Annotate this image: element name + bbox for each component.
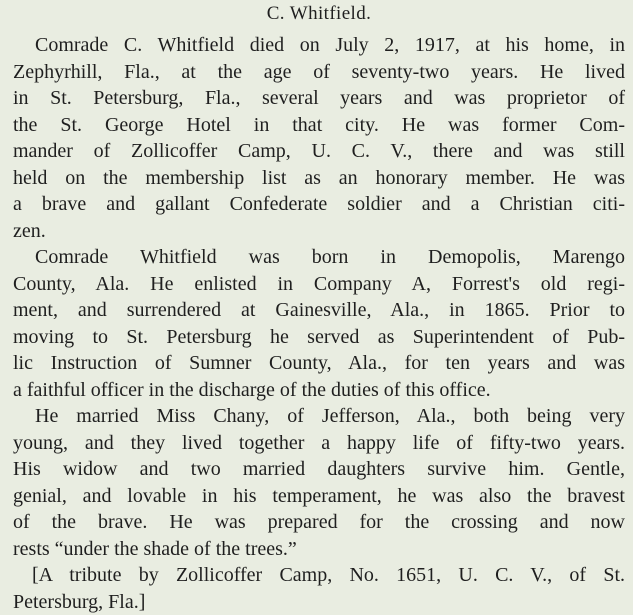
text-line: held on the membership list as an honorary member. He was — [13, 165, 625, 192]
text-line: of the brave. He was prepared for the crossing and now — [13, 509, 625, 536]
text-line: in St. Petersburg, Fla., several years and was proprietor of — [13, 85, 625, 112]
paragraph-biography — [13, 244, 625, 403]
article-title: C. Whitfield. — [13, 2, 625, 32]
text-line: a brave and gallant Confederate soldier and a Christian citi- — [13, 191, 625, 218]
paragraph-death-notice — [13, 32, 625, 244]
text-line: genial, and lovable in his temperament, he was also the bravest — [13, 483, 625, 510]
text-line: His widow and two married daughters survive him. Gentle, — [13, 456, 625, 483]
text-line: Petersburg, Fla.] — [13, 589, 625, 615]
text-line: [A tribute by Zollicoffer Camp, No. 1651, U. C. V., of St. — [13, 562, 625, 589]
text-line: Comrade Whitfield was born in Demopolis, Marengo — [13, 244, 625, 271]
text-line: the St. George Hotel in that city. He was former Com- — [13, 112, 625, 139]
text-line: moving to St. Petersburg he served as Superintendent of Pub- — [13, 324, 625, 351]
paragraph-family — [13, 403, 625, 562]
text-line: Comrade C. Whitfield died on July 2, 1917, at his home, in — [13, 32, 625, 59]
text-line: Zephyrhill, Fla., at the age of seventy-two years. He lived — [13, 59, 625, 86]
text-line: He married Miss Chany, of Jefferson, Ala., both being very — [13, 403, 625, 430]
text-line: rests “under the shade of the trees.” — [13, 536, 625, 563]
text-line: mander of Zollicoffer Camp, U. C. V., there and was still — [13, 138, 625, 165]
text-line: ment, and surrendered at Gainesville, Ala., in 1865. Prior to — [13, 297, 625, 324]
text-line: young, and they lived together a happy life of fifty-two years. — [13, 430, 625, 457]
text-line: a faithful officer in the discharge of the duties of this office. — [13, 377, 625, 404]
text-line: zen. — [13, 218, 625, 245]
text-line: County, Ala. He enlisted in Company A, Forrest's old regi- — [13, 271, 625, 298]
text-line: lic Instruction of Sumner County, Ala., for ten years and was — [13, 350, 625, 377]
paragraph-tribute — [13, 562, 625, 615]
